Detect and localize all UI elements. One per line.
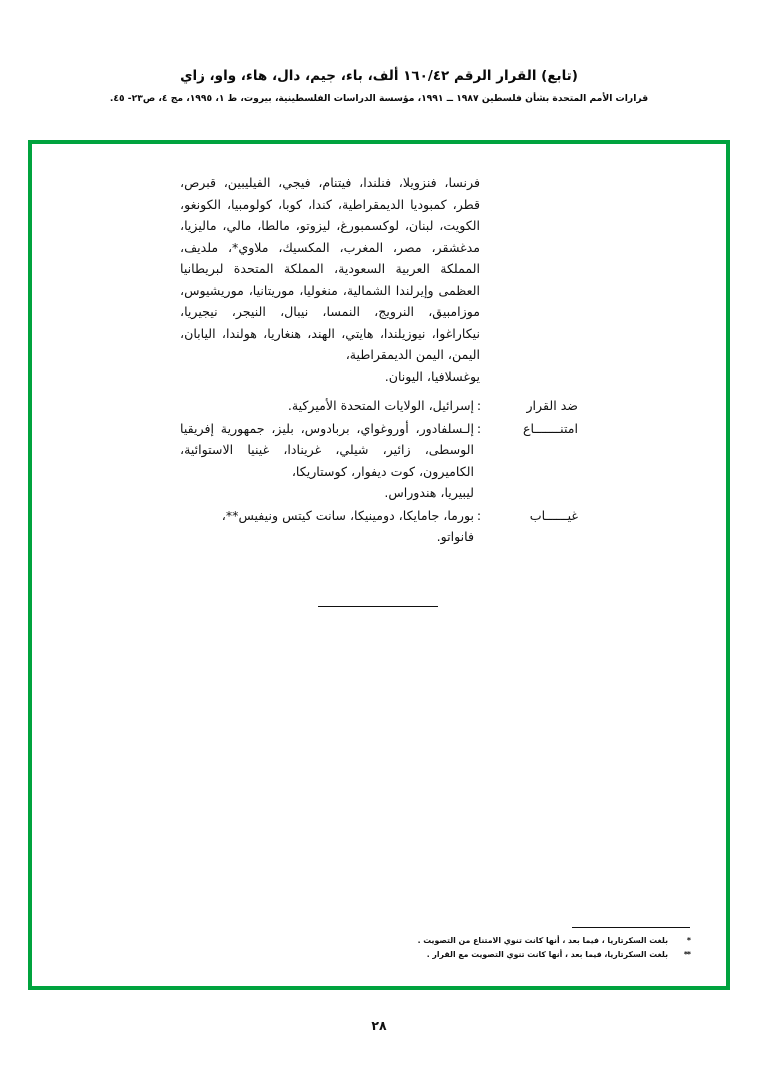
green-content-frame (28, 140, 730, 990)
vote-row-values-tail: ليبيريا، هندوراس. (384, 485, 474, 500)
country-list-paragraph (180, 172, 480, 387)
vote-row-values-text: إسرائيل، الولايات المتحدة الأميركية. (287, 398, 474, 413)
country-list-last-line: يوغسلافيا، اليونان. (384, 368, 480, 384)
vote-row-values-text: إلـسلفادور، أوروغواي، بربادوس، بليز، جمهورية إفريقيا الوسطى، زائير، شيلي، غرينادا، غينيا الاستوائية، الكاميرون، كوت ديفوار، كوستاريكا، (180, 420, 474, 479)
vote-row (180, 505, 578, 548)
vote-row-values (180, 505, 474, 548)
vote-row-colon: : (476, 398, 482, 413)
footnotes-block (270, 927, 690, 962)
page-header (0, 68, 758, 104)
footnote-separator-rule (572, 927, 690, 928)
vote-row-values-tail: فانواتو. (436, 529, 474, 544)
vote-row (180, 418, 578, 504)
page-number: ٢٨ (371, 1018, 387, 1033)
footnote-text: بلغت السكرتاريا، فيما بعد ، أنها كانت تنوي التصويت مع القرار . (426, 950, 668, 959)
vote-row-colon: : (476, 420, 482, 436)
vote-row-values (180, 418, 474, 504)
vote-result-rows (180, 395, 578, 548)
page-title: (تابع) القرار الرقم ١٦٠/٤٢ ألف، باء، جيم، دال، هاء، واو، زاي (180, 68, 578, 84)
section-divider-rule (318, 606, 438, 607)
footnote-marker: * (686, 936, 690, 945)
page-source-line: قرارات الأمم المتحدة بشأن فلسطين ١٩٨٧ ــ ١٩٩١، مؤسسة الدراسات الفلسطينية، بيروت، ط ١، ١٩٩٥، مج ٤، ص٢٣- ٤٥. (109, 93, 649, 104)
vote-row-values-text: بورما، جامايكا، دومينيكا، سانت كيتس ونيفيس**، (221, 507, 474, 523)
vote-row (180, 395, 578, 417)
vote-row-label: ضد القرار (526, 398, 578, 413)
footnote-item (270, 948, 690, 962)
vote-row-colon: : (476, 507, 482, 523)
footnote-item (270, 934, 690, 948)
frame-inner (32, 144, 726, 986)
vote-row-label: غيــــــاب (529, 507, 578, 523)
vote-row-label: امتنـــــــاع (522, 420, 578, 436)
footnote-marker: ** (683, 950, 690, 959)
vote-row-values (180, 395, 474, 417)
footnote-text: بلغت السكرتاريا ، فيما بعد ، أنها كانت تنوي الامتناع من التصويت . (417, 936, 668, 945)
country-list-text: فرنسا، فنزويلا، فنلندا، فيتنام، فيجي، الفيليبين، قبرص، قطر، كمبوديا الديمقراطية، كندا، كوبا، كولومبيا، الكونغو، الكويت، لبنان، لوكسمبورغ، ليزوتو، مالطا، مالي، ماليزيا، مدغشقر، مصر، المغرب، المكسيك، ملاوي*، ملديف، المملكة العربية السعودية، المملكة المتحدة لبريطانيا العظمى وإيرلندا الشمالية، منغوليا، موريتانيا، موريشيوس، موزامبيق، النرويج، النمسا، نيبال، النيجر، نيجيريا، نيكاراغوا، نيوزيلندا، هايتي، الهند، هنغاريا، هولندا، اليابان، اليمن، اليمن الديمقراطية، (180, 175, 480, 362)
